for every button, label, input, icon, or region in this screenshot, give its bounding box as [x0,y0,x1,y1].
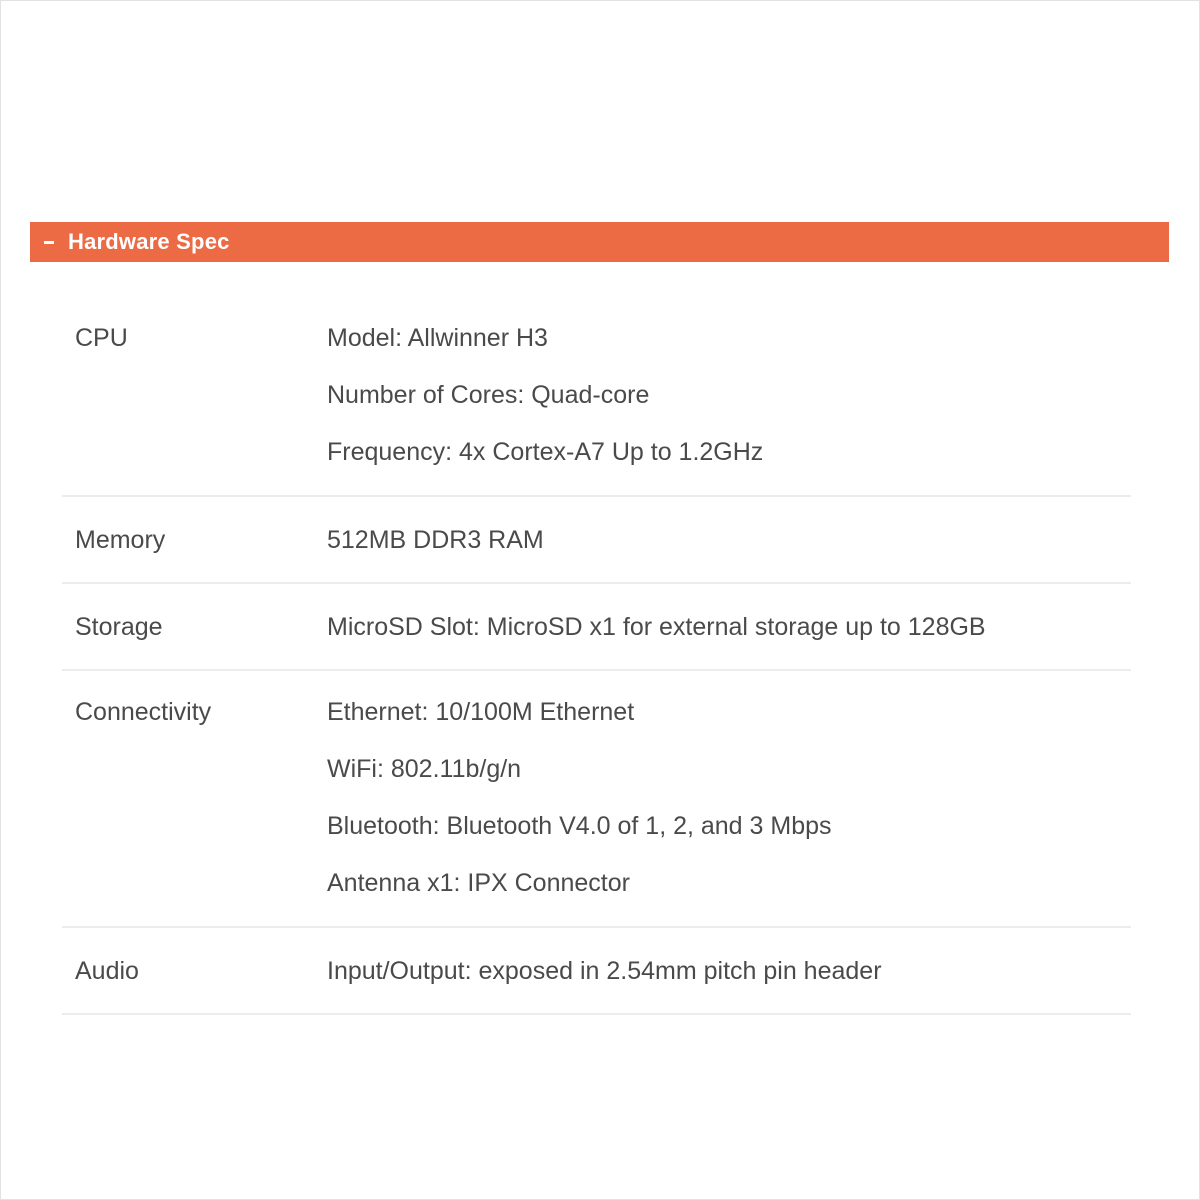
spec-label: Storage [75,613,163,641]
spec-row-cpu [62,310,1131,497]
spec-value: Model: Allwinner H3 [327,324,548,352]
spec-row-connectivity [62,671,1131,928]
spec-label: Connectivity [75,698,212,726]
spec-table [62,310,1131,1015]
spec-value: WiFi: 802.11b/g/n [327,755,522,783]
spec-row-storage [62,584,1131,671]
spec-label: CPU [75,324,128,352]
section-title: Hardware Spec [68,229,230,254]
spec-value: Input/Output: exposed in 2.54mm pitch pin header [327,957,882,985]
hardware-spec-section-header[interactable] [30,222,1169,262]
spec-values [327,310,1131,481]
spec-values [327,943,1131,1000]
spec-value: Ethernet: 10/100M Ethernet [327,698,635,726]
spec-value: Frequency: 4x Cortex-A7 Up to 1.2GHz [327,438,764,466]
spec-row-audio [62,928,1131,1015]
spec-label: Memory [75,526,166,554]
spec-value: 512MB DDR3 RAM [327,526,544,554]
spec-values [327,684,1131,912]
spec-values [327,512,1131,569]
spec-value: MicroSD Slot: MicroSD x1 for external storage up to 128GB [327,613,986,641]
spec-value: Antenna x1: IPX Connector [327,869,630,897]
spec-value: Bluetooth: Bluetooth V4.0 of 1, 2, and 3 Mbps [327,812,832,840]
spec-value: Number of Cores: Quad-core [327,381,650,409]
spec-values [327,599,1131,656]
minus-icon[interactable] [44,241,54,244]
spec-row-memory [62,497,1131,584]
spec-label: Audio [75,957,139,985]
